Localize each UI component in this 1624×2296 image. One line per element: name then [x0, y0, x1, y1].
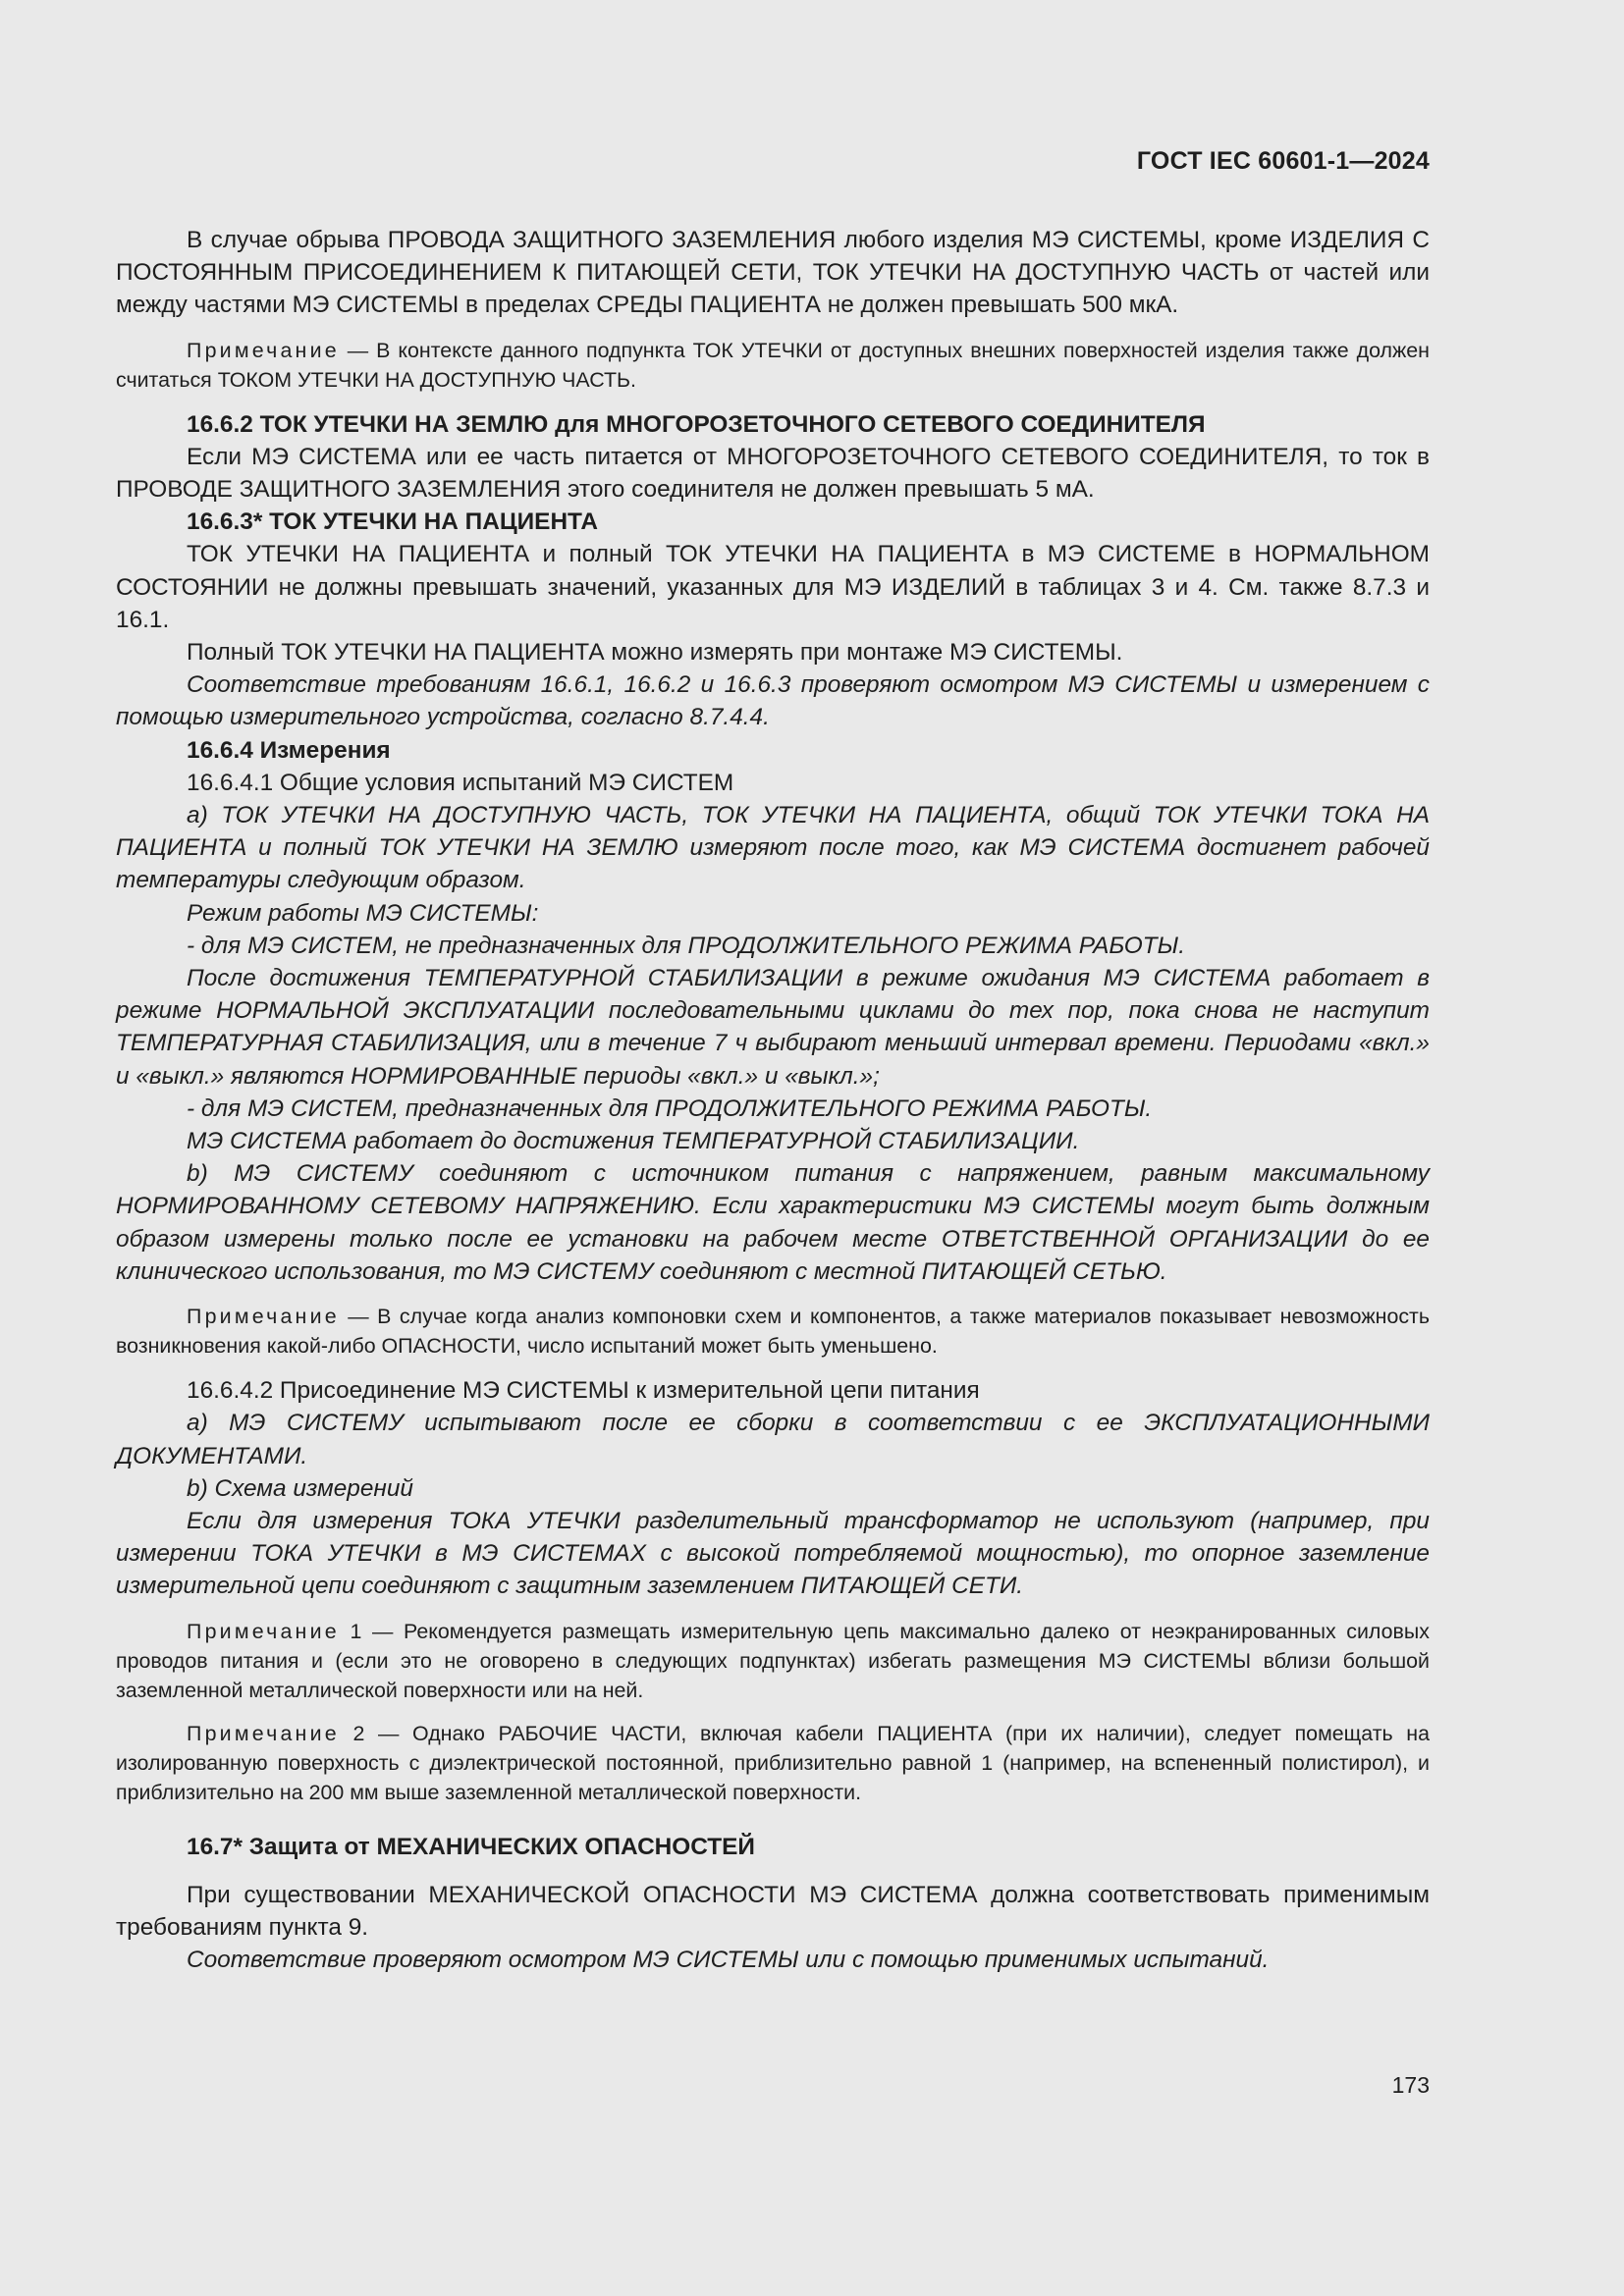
- note-text: 1 — Рекомендуется размещать измерительную цепь максимально далеко от неэкранированных силовых проводов питания и (если это не оговорено в следующих подпунктах) избегать размещения МЭ СИСТЕМЫ вблизи большой заземленной металлической поверхности или на ней.: [116, 1619, 1430, 1702]
- subheading-16-6-4-1: 16.6.4.1 Общие условия испытаний МЭ СИСТЕМ: [187, 769, 734, 796]
- paragraph-isolation-transformer: Если для измерения ТОКА УТЕЧКИ разделительный трансформатор не используют (например, при измерении ТОКА УТЕЧКИ в МЭ СИСТЕМАХ с высокой потребляемой мощностью), то опорное заземление измерительной цепи соединяют с защитным заземлением ПИТАЮЩЕЙ СЕТИ.: [116, 1507, 1430, 1600]
- list-item-continuous: - для МЭ СИСТЕМ, предназначенных для ПРОДОЛЖИТЕЛЬНОГО РЕЖИМА РАБОТЫ.: [187, 1095, 1153, 1122]
- paragraph-total-patient-leakage: Полный ТОК УТЕЧКИ НА ПАЦИЕНТА можно измерять при монтаже МЭ СИСТЕМЫ.: [187, 639, 1123, 667]
- paragraph-thermal-stabilization: После достижения ТЕМПЕРАТУРНОЙ СТАБИЛИЗАЦИИ в режиме ожидания МЭ СИСТЕМА работает в режиме НОРМАЛЬНОЙ ЭКСПЛУАТАЦИИ последовательными циклами до тех пор, пока снова не наступит ТЕМПЕРАТУРНАЯ СТАБИЛИЗАЦИЯ, или в течение 7 ч выбирают меньший интервал времени. Периодами «вкл.» и «выкл.» являются НОРМИРОВАННЫЕ периоды «вкл.» и «выкл.»;: [116, 965, 1430, 1090]
- heading-16-6-2: 16.6.2 ТОК УТЕЧКИ НА ЗЕМЛЮ для МНОГОРОЗЕТОЧНОГО СЕТЕВОГО СОЕДИНИТЕЛЯ: [187, 410, 1206, 438]
- note-reduced-tests: [116, 1302, 1430, 1361]
- paragraph-operating-mode: Режим работы МЭ СИСТЕМЫ:: [187, 899, 539, 927]
- item-a-assembled-system: a) МЭ СИСТЕМУ испытывают после ее сборки в соответствии с ее ЭКСПЛУАТАЦИОННЫМИ ДОКУМЕНТАМИ.: [116, 1410, 1430, 1469]
- paragraph-multiple-socket-outlet: Если МЭ СИСТЕМА или ее часть питается от МНОГОРОЗЕТОЧНОГО СЕТЕВОГО СОЕДИНИТЕЛЯ, то ток в ПРОВОДЕ ЗАЩИТНОГО ЗАЗЕМЛЕНИЯ этого соединителя не должен превышать 5 мА.: [116, 443, 1430, 504]
- paragraph-compliance-check-2: Соответствие проверяют осмотром МЭ СИСТЕМЫ или с помощью применимых испытаний.: [187, 1947, 1270, 1974]
- item-b-supply-connection: b) МЭ СИСТЕМУ соединяют с источником питания с напряжением, равным максимальному НОРМИРОВАННОМУ СЕТЕВОМУ НАПРЯЖЕНИЮ. Если характеристики МЭ СИСТЕМЫ могут быть должным образом измерены только после ее установки на рабочем месте ОТВЕТСТВЕННОЙ ОРГАНИЗАЦИИ до ее клинического использования, то МЭ СИСТЕМУ соединяют с местной ПИТАЮЩЕЙ СЕТЬЮ.: [116, 1160, 1430, 1285]
- page-number: 173: [1391, 2072, 1430, 2098]
- note-label: Примечание: [187, 1305, 340, 1329]
- note-text: 2 — Однако РАБОЧИЕ ЧАСТИ, включая кабели ПАЦИЕНТА (при их наличии), следует помещать на изолированную поверхность с диэлектрической постоянной, приблизительно равной 1 (например, на вспененный полистирол), и приблизительно на 200 мм выше заземленной металлической поверхности.: [116, 1721, 1430, 1804]
- list-item-non-continuous: - для МЭ СИСТЕМ, не предназначенных для ПРОДОЛЖИТЕЛЬНОГО РЕЖИМА РАБОТЫ.: [187, 932, 1185, 959]
- document-code-header: ГОСТ IEC 60601-1—2024: [1136, 147, 1430, 175]
- subheading-16-6-4-2: 16.6.4.2 Присоединение МЭ СИСТЕМЫ к измерительной цепи питания: [187, 1377, 980, 1405]
- heading-16-7: 16.7* Защита от МЕХАНИЧЕСКИХ ОПАСНОСТЕЙ: [187, 1833, 755, 1860]
- note-2-applied-parts: [116, 1719, 1430, 1807]
- paragraph-patient-leakage-limits: ТОК УТЕЧКИ НА ПАЦИЕНТА и полный ТОК УТЕЧКИ НА ПАЦИЕНТА в МЭ СИСТЕМЕ в НОРМАЛЬНОМ СОСТОЯНИИ не должны превышать значений, указанных для МЭ ИЗДЕЛИЙ в таблицах 3 и 4. См. также 8.7.3 и 16.1.: [116, 541, 1430, 633]
- paragraph-protective-earth-break: В случае обрыва ПРОВОДА ЗАЩИТНОГО ЗАЗЕМЛЕНИЯ любого изделия МЭ СИСТЕМЫ, кроме ИЗДЕЛИЯ С ПОСТОЯННЫМ ПРИСОЕДИНЕНИЕМ К ПИТАЮЩЕЙ СЕТИ, ТОК УТЕЧКИ НА ДОСТУПНУЮ ЧАСТЬ от частей или между частями МЭ СИСТЕМЫ в пределах СРЕДЫ ПАЦИЕНТА не должен превышать 500 мкА.: [116, 227, 1430, 319]
- note-label: Примечание: [187, 1721, 340, 1745]
- heading-16-6-3: 16.6.3* ТОК УТЕЧКИ НА ПАЦИЕНТА: [187, 508, 599, 536]
- item-b-measurement-circuit: b) Схема измерений: [187, 1474, 413, 1502]
- note-1-circuit-placement: [116, 1617, 1430, 1705]
- paragraph-system-operates: МЭ СИСТЕМА работает до достижения ТЕМПЕРАТУРНОЙ СТАБИЛИЗАЦИИ.: [187, 1128, 1080, 1155]
- note-label: Примечание: [187, 338, 340, 362]
- note-text: — В контексте данного подпункта ТОК УТЕЧКИ от доступных внешних поверхностей изделия также должен считаться ТОКОМ УТЕЧКИ НА ДОСТУПНУЮ ЧАСТЬ.: [116, 338, 1430, 392]
- paragraph-compliance-check-1: Соответствие требованиям 16.6.1, 16.6.2 и 16.6.3 проверяют осмотром МЭ СИСТЕМЫ и измерением с помощью измерительного устройства, согласно 8.7.4.4.: [116, 671, 1430, 731]
- page-content: [116, 224, 1430, 1976]
- note-accessible-part-leakage: [116, 336, 1430, 395]
- paragraph-mechanical-hazards: При существовании МЕХАНИЧЕСКОЙ ОПАСНОСТИ МЭ СИСТЕМА должна соответствовать применимым требованиям пункта 9.: [116, 1881, 1430, 1941]
- heading-16-6-4: 16.6.4 Измерения: [187, 736, 391, 764]
- note-label: Примечание: [187, 1619, 340, 1643]
- item-a-measurement-conditions: a) ТОК УТЕЧКИ НА ДОСТУПНУЮ ЧАСТЬ, ТОК УТЕЧКИ НА ПАЦИЕНТА, общий ТОК УТЕЧКИ ТОКА НА ПАЦИЕНТА и полный ТОК УТЕЧКИ НА ЗЕМЛЮ измеряют после того, как МЭ СИСТЕМА достигнет рабочей температуры следующим образом.: [116, 802, 1430, 894]
- note-text: — В случае когда анализ компоновки схем и компонентов, а также материалов показывает невозможность возникновения какой-либо ОПАСНОСТИ, число испытаний может быть уменьшено.: [116, 1305, 1430, 1359]
